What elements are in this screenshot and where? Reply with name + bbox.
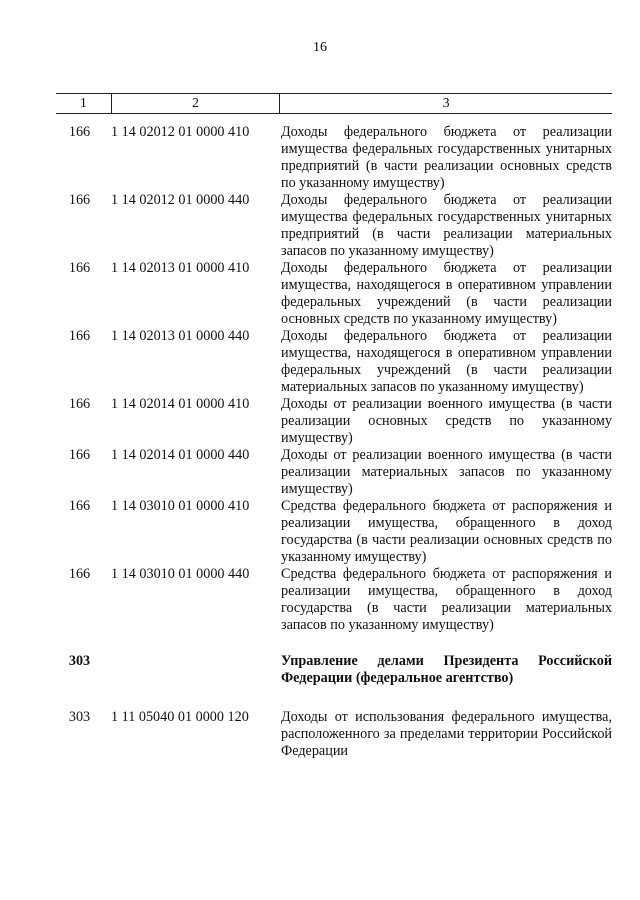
administrator-code-cell: 303 xyxy=(68,653,91,669)
administrator-code-cell: 166 xyxy=(68,396,91,412)
table-body xyxy=(56,124,612,760)
administrator-code-cell: 166 xyxy=(68,328,91,344)
revenue-code-cell: 1 11 05040 01 0000 120 xyxy=(111,709,249,725)
table-row xyxy=(56,447,612,498)
table-row xyxy=(56,192,612,260)
revenue-description-cell: Доходы федерального бюджета от реализации имущества федеральных государственных унитарных предприятий (в части реализации материальных запасов по указанному имуществу) xyxy=(281,192,612,259)
page-number: 16 xyxy=(313,40,327,55)
revenue-codes-table xyxy=(56,93,612,760)
revenue-code-cell: 1 14 02013 01 0000 410 xyxy=(111,260,250,276)
administrator-code-cell: 303 xyxy=(68,709,91,725)
revenue-code-cell: 1 14 02014 01 0000 440 xyxy=(111,447,250,463)
table-row xyxy=(56,260,612,328)
revenue-description-cell: Доходы от реализации военного имущества (в части реализации материальных запасов по указанному имуществу) xyxy=(281,447,612,497)
section-title-cell: Управление делами Президента Российской Федерации (федеральное агентство) xyxy=(281,653,612,686)
revenue-description-cell: Доходы от использования федерального имущества, расположенного за пределами территории Российской Федерации xyxy=(281,709,612,759)
revenue-code-cell: 1 14 03010 01 0000 440 xyxy=(111,566,250,582)
revenue-description-cell: Средства федерального бюджета от распоряжения и реализации имущества, обращенного в доход государства (в части реализации материальных запасов по указанному имуществу) xyxy=(281,566,612,633)
table-header-row xyxy=(56,93,612,114)
column-header-1: 1 xyxy=(79,96,87,111)
revenue-code-cell: 1 14 02012 01 0000 440 xyxy=(111,192,250,208)
revenue-code-cell: 1 14 03010 01 0000 410 xyxy=(111,498,250,514)
table-row xyxy=(56,396,612,447)
administrator-code-cell: 166 xyxy=(68,260,91,276)
table-row xyxy=(56,566,612,634)
administrator-code-cell: 166 xyxy=(68,447,91,463)
section-heading-row xyxy=(56,653,612,687)
revenue-description-cell: Средства федерального бюджета от распоряжения и реализации имущества, обращенного в доход государства (в части реализации основных средств по указанному имуществу) xyxy=(281,498,612,565)
administrator-code-cell: 166 xyxy=(68,498,91,514)
column-header-3: 3 xyxy=(279,94,612,113)
revenue-code-cell: 1 14 02012 01 0000 410 xyxy=(111,124,250,140)
revenue-description-cell: Доходы федерального бюджета от реализации имущества, находящегося в оперативном управлении федеральных учреждений (в части реализации материальных запасов по указанному имуществу) xyxy=(281,328,612,395)
table-row xyxy=(56,124,612,192)
revenue-code-cell: 1 14 02013 01 0000 440 xyxy=(111,328,250,344)
revenue-description-cell: Доходы федерального бюджета от реализации имущества федеральных государственных унитарных предприятий (в части реализации основных средств по указанному имуществу) xyxy=(281,124,612,191)
administrator-code-cell: 166 xyxy=(68,124,91,140)
revenue-code-cell: 1 14 02014 01 0000 410 xyxy=(111,396,250,412)
administrator-code-cell: 166 xyxy=(68,192,91,208)
table-row xyxy=(56,709,612,760)
revenue-description-cell: Доходы от реализации военного имущества (в части реализации основных средств по указанному имуществу) xyxy=(281,396,612,446)
table-row xyxy=(56,328,612,396)
column-header-2: 2 xyxy=(111,94,279,113)
table-row xyxy=(56,498,612,566)
revenue-code-cell xyxy=(111,653,281,687)
revenue-description-cell: Доходы федерального бюджета от реализации имущества, находящегося в оперативном управлении федеральных учреждений (в части реализации основных средств по указанному имуществу) xyxy=(281,260,612,327)
administrator-code-cell: 166 xyxy=(68,566,91,582)
